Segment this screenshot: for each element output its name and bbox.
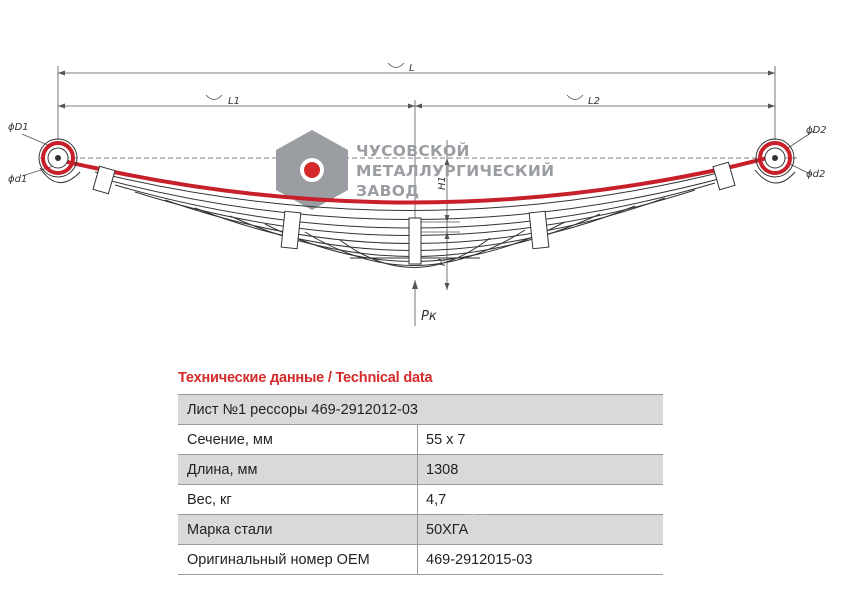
- svg-text:L2: L2: [588, 96, 600, 107]
- row-label: Оригинальный номер OEM: [178, 545, 418, 575]
- row-value: 55 x 7: [418, 425, 664, 455]
- row-value: 4,7: [418, 485, 664, 515]
- table-row: [178, 425, 663, 455]
- svg-text:Pк: Pк: [421, 309, 437, 324]
- technical-data-table: [178, 394, 663, 575]
- row-label: Вес, кг: [178, 485, 418, 515]
- table-header-cell: Лист №1 рессоры 469-2912012-03: [178, 395, 663, 425]
- row-value: 469-2912015-03: [418, 545, 664, 575]
- left-spring-eye: [39, 139, 80, 183]
- row-label: Марка стали: [178, 515, 418, 545]
- table-row: [178, 545, 663, 575]
- svg-text:ЧУСОВСКОЙ: ЧУСОВСКОЙ: [356, 142, 470, 160]
- row-label: Сечение, мм: [178, 425, 418, 455]
- svg-text:L: L: [409, 63, 415, 74]
- table-row: [178, 485, 663, 515]
- svg-text:H: H: [437, 258, 448, 266]
- svg-text:МЕТАЛЛУРГИЧЕСКИЙ: МЕТАЛЛУРГИЧЕСКИЙ: [356, 162, 555, 180]
- technical-data-title: Технические данные / Technical data: [178, 370, 433, 386]
- svg-text:ϕd2: ϕd2: [806, 169, 826, 180]
- right-spring-eye: [755, 139, 795, 183]
- svg-text:ϕD1: ϕD1: [8, 122, 29, 133]
- table-row: [178, 395, 663, 425]
- table-row: [178, 515, 663, 545]
- row-label: Длина, мм: [178, 455, 418, 485]
- svg-text:L1: L1: [228, 96, 240, 107]
- svg-text:ϕD2: ϕD2: [806, 125, 827, 136]
- table-row: [178, 455, 663, 485]
- row-value: 1308: [418, 455, 664, 485]
- abco-watermark-suffix: .ru: [462, 509, 486, 529]
- svg-text:ϕd1: ϕd1: [8, 174, 28, 185]
- svg-text:ЗАВОД: ЗАВОД: [356, 182, 420, 200]
- svg-text:H1: H1: [437, 176, 448, 190]
- row-value: 50ХГА: [418, 515, 664, 545]
